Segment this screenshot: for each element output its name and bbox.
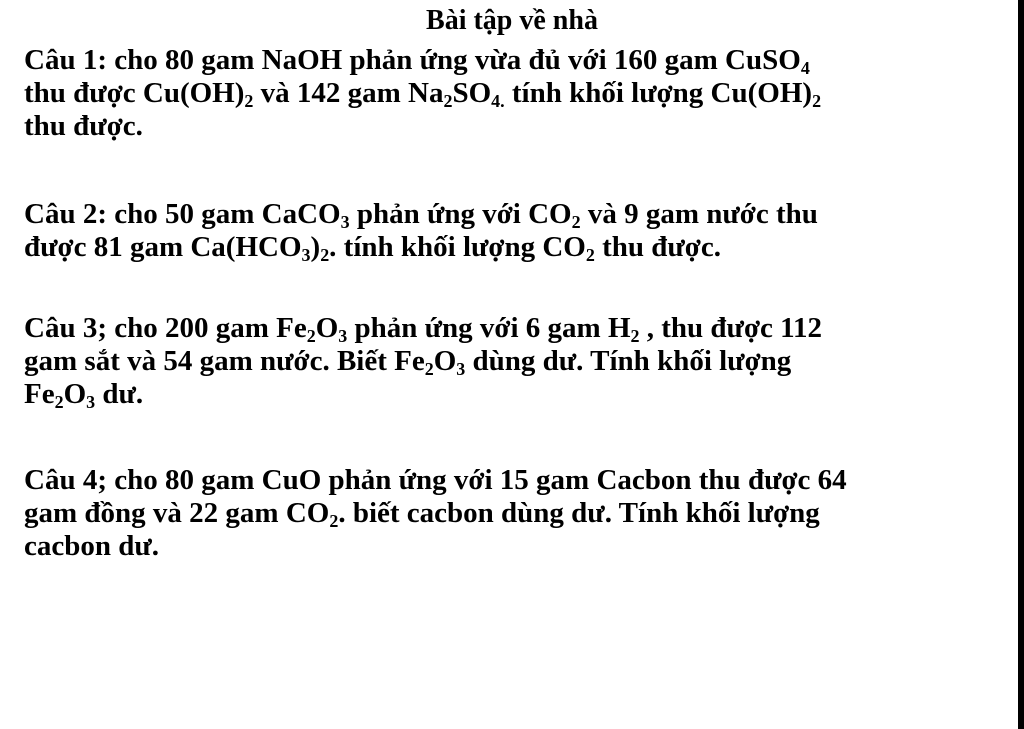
subscript: 4 — [800, 58, 810, 79]
subscript: 3 — [338, 326, 348, 347]
question-text: thu được. — [594, 231, 721, 263]
subscript: 2 — [585, 245, 595, 266]
subscript: 2 — [54, 392, 64, 413]
question-text: dùng dư. Tính khối lượng — [465, 345, 792, 377]
subscript: 3 — [86, 392, 96, 413]
question-text: ) — [310, 231, 321, 263]
question-text: . tính khối lượng CO — [329, 231, 586, 263]
subscript: 4. — [491, 91, 505, 112]
question-text: . biết cacbon dùng dư. Tính khối lượng — [338, 497, 820, 529]
question-text: phản ứng với CO — [349, 198, 572, 230]
page-title: Bài tập về nhà — [426, 5, 598, 36]
question-text: dư. — [95, 378, 144, 410]
question-text: Câu 3; cho 200 gam Fe — [24, 312, 307, 344]
subscript: 3 — [340, 212, 350, 233]
subscript: 2 — [443, 91, 453, 112]
subscript: 2 — [812, 91, 822, 112]
question-3 — [24, 312, 1004, 411]
question-text: , thu được 112 — [639, 312, 823, 344]
question-text: thu được Cu(OH) — [24, 77, 245, 109]
question-text: phản ứng với 6 gam H — [347, 312, 631, 344]
question-text: Câu 2: cho 50 gam CaCO — [24, 198, 341, 230]
subscript: 2 — [424, 359, 434, 380]
question-1 — [24, 44, 1004, 143]
subscript: 2 — [329, 511, 339, 532]
right-border-line — [1018, 0, 1024, 729]
question-text: được 81 gam Ca(HCO — [24, 231, 302, 263]
question-text: O — [315, 312, 339, 344]
question-2 — [24, 198, 1004, 264]
question-text: Câu 1: cho 80 gam NaOH phản ứng vừa đủ với 160 gam CuSO — [24, 44, 801, 76]
question-text: và 142 gam Na — [253, 77, 444, 109]
question-text: và 9 gam nước thu — [580, 198, 818, 230]
question-text: Câu 4; cho 80 gam CuO phản ứng với 15 gam Cacbon thu được 64 — [24, 464, 847, 496]
question-text: Fe — [24, 378, 55, 410]
subscript: 2 — [571, 212, 581, 233]
question-text: gam đồng và 22 gam CO — [24, 497, 330, 529]
question-text: thu được. — [24, 110, 143, 142]
question-text: cacbon dư. — [24, 530, 160, 562]
question-text: SO — [452, 77, 492, 109]
question-text: O — [63, 378, 87, 410]
subscript: 2 — [244, 91, 254, 112]
subscript: 2 — [306, 326, 316, 347]
subscript: 2 — [320, 245, 330, 266]
question-text: tính khối lượng Cu(OH) — [504, 77, 813, 109]
question-text: O — [433, 345, 457, 377]
question-4 — [24, 464, 1004, 563]
subscript: 3 — [301, 245, 311, 266]
subscript: 2 — [630, 326, 640, 347]
question-text: gam sắt và 54 gam nước. Biết Fe — [24, 345, 425, 377]
subscript: 3 — [456, 359, 466, 380]
